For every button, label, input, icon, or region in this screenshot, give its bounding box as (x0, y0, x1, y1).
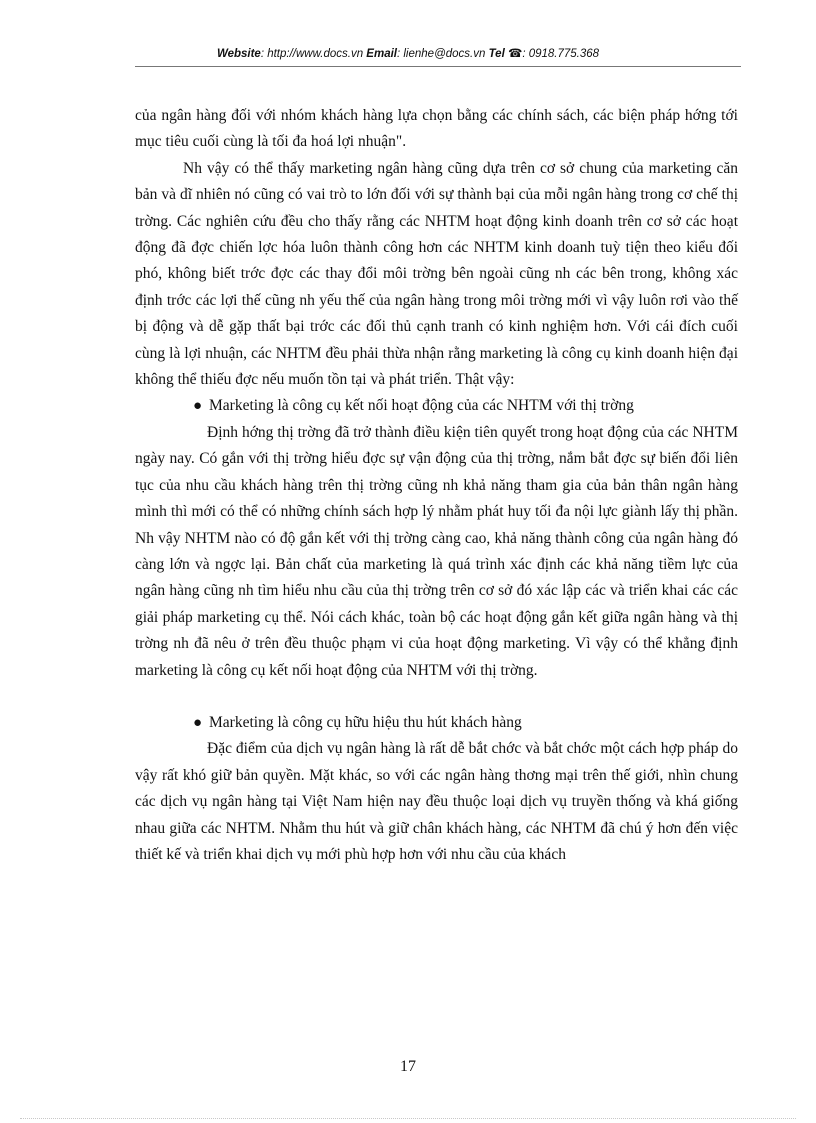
phone-icon: ☎ (507, 48, 523, 60)
email-value: : lienhe@docs.vn (396, 48, 486, 60)
paragraph: của ngân hàng đối với nhóm khách hàng lựa chọn bằng các chính sách, các biện pháp hớng tới mục tiêu cuối cùng là tối đa hoá lợi nhuận". (135, 107, 738, 151)
header-rule (135, 66, 741, 67)
paragraph: Định hớng thị trờng đã trở thành điều kiện tiên quyết trong hoạt động của các NHTM ngày nay. Có gắn với thị trờng hiểu đợc sự vận động của thị trờng, nắm bắt đợc sự biến đổi liên tục của nhu cầu khách hàng trên thị trờng cũng nh khả năng tham gia của bản thân ngân hàng mình thì mới có thể có những chính sách hợp lý nhằm phát huy tối đa nội lực giành lấy thị phần. Nh vậy NHTM nào có độ gắn kết với thị trờng càng cao, khả năng thành công của ngân hàng đó càng lớn và ngợc lại. Bản chất của marketing là quá trình xác định các khả năng tiềm lực của ngân hàng cũng nh tìm hiểu nhu cầu của thị trờng trên cơ sở đó xác lập các và triển khai các các giải pháp marketing cụ thể. Nói cách khác, toàn bộ các hoạt động gắn kết giữa ngân hàng và thị trờng nh đã nêu ở trên đều thuộc phạm vi của hoạt động marketing. Vì vậy có thể khẳng định marketing là công cụ kết nối hoạt động của NHTM với thị trờng. (135, 423, 738, 679)
website-label: Website (216, 48, 261, 60)
page-number: 17 (400, 1058, 416, 1075)
bullet-icon: ● (193, 714, 203, 731)
bullet-text: Marketing là công cụ hữu hiệu thu hút khách hàng (209, 713, 522, 731)
bullet-item (135, 393, 738, 419)
tel-value: : 0918.775.368 (522, 48, 600, 60)
spacer (135, 684, 738, 710)
website-value: : http://www.docs.vn (260, 48, 364, 60)
page-header (0, 46, 816, 60)
document-body (135, 103, 738, 868)
email-label: Email (366, 48, 397, 60)
paragraph: Nh vậy có thể thấy marketing ngân hàng cũng dựa trên cơ sở chung của marketing căn bản và dĩ nhiên nó cũng có vai trò to lớn đối với sự thành bại của mỗi ngân hàng trong cơ chế thị trờng. Các nghiên cứu đều cho thấy rằng các NHTM hoạt động kinh doanh trên cơ sở các hoạt động đã đợc chiến lợc hóa luôn thành công hơn các NHTM kinh doanh tuỳ tiện theo kiểu đối phó, không biết trớc đợc các thay đổi môi trờng bên ngoài cũng nh các bên trong, không xác định trớc các lợi thế cũng nh yếu thế của ngân hàng trong môi trờng mới vì vậy luôn rơi vào thế bị động và dễ gặp thất bại trớc các đối thủ cạnh tranh có kinh nghiệm hơn. Với cái đích cuối cùng là lợi nhuận, các NHTM đều phải thừa nhận rằng marketing là công cụ kinh doanh hiện đại không thể thiếu đợc nếu muốn tồn tại và phát triển. Thật vậy: (135, 159, 738, 389)
bullet-item (135, 710, 738, 736)
page-bottom-border (20, 1118, 796, 1119)
bullet-icon: ● (193, 398, 203, 415)
paragraph: Đặc điểm của dịch vụ ngân hàng là rất dễ bắt chớc và bắt chớc một cách hợp pháp do vậy rất khó giữ bản quyền. Mặt khác, so với các ngân hàng thơng mại trên thế giới, nhìn chung các dịch vụ ngân hàng tại Việt Nam hiện nay đều thuộc loại dịch vụ truyền thống và khá giống nhau giữa các NHTM. Nhằm thu hút và giữ chân khách hàng, các NHTM đã chú ý hơn đến việc thiết kế và triển khai dịch vụ mới phù hợp hơn với nhu cầu của khách (135, 740, 738, 863)
tel-label: Tel (488, 48, 505, 60)
bullet-text: Marketing là công cụ kết nối hoạt động của các NHTM với thị trờng (209, 397, 634, 415)
